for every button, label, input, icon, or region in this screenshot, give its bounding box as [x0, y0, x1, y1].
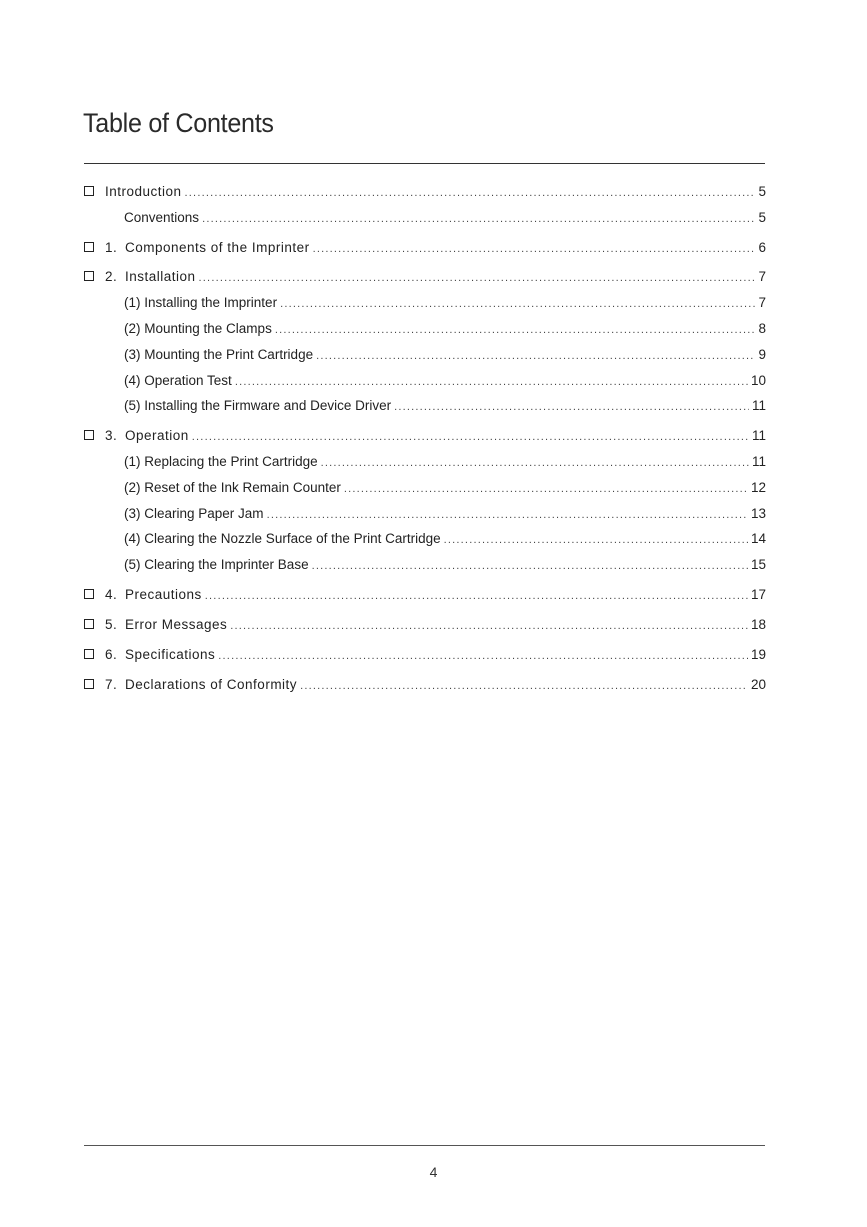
checkbox-bullet-icon — [84, 430, 94, 440]
toc-entry-reset-ink-counter[interactable] — [124, 478, 766, 498]
dot-leader — [344, 479, 748, 499]
title-divider — [84, 163, 765, 164]
toc-entry-number: 6. — [105, 647, 118, 662]
toc-entry-page: 11 — [751, 398, 766, 413]
toc-entry-page: 7 — [758, 295, 766, 310]
toc-entry-conventions[interactable] — [124, 208, 766, 228]
toc-entry-label: Error Messages — [125, 617, 228, 632]
toc-entry-label: Installation — [125, 269, 196, 284]
footer-divider — [84, 1145, 765, 1146]
toc-entry-operation[interactable] — [84, 426, 766, 446]
toc-entry-page: 17 — [750, 587, 766, 602]
toc-entry-page: 18 — [750, 617, 766, 632]
toc-entry-page: 5 — [758, 184, 766, 199]
toc-entry-precautions[interactable] — [84, 585, 766, 605]
toc-entry-specifications[interactable] — [84, 645, 766, 665]
dot-leader — [185, 183, 755, 203]
toc-entry-page: 9 — [758, 347, 766, 362]
dot-leader — [444, 530, 748, 550]
toc-entry-label: (5) Installing the Firmware and Device Driver — [124, 398, 392, 413]
toc-entry-page: 14 — [750, 531, 766, 546]
checkbox-bullet-icon — [84, 186, 94, 196]
toc-entry-clearing-paper-jam[interactable] — [124, 504, 766, 524]
toc-entry-installing-imprinter[interactable] — [124, 293, 766, 313]
toc-entry-mounting-print-cartridge[interactable] — [124, 345, 766, 365]
toc-entry-label: Introduction — [105, 184, 182, 199]
toc-entry-error-messages[interactable] — [84, 615, 766, 635]
page-title: Table of Contents — [83, 108, 274, 138]
toc-entry-declarations[interactable] — [84, 675, 766, 695]
checkbox-bullet-icon — [84, 271, 94, 281]
dot-leader — [312, 556, 748, 576]
toc-entry-label: Specifications — [125, 647, 216, 662]
dot-leader — [199, 268, 755, 288]
toc-entry-label: Conventions — [124, 210, 200, 225]
toc-entry-page: 11 — [751, 428, 766, 443]
toc-entry-page: 20 — [750, 677, 766, 692]
toc-entry-label: Operation — [125, 428, 189, 443]
toc-entry-page: 7 — [758, 269, 766, 284]
toc-entry-number: 1. — [105, 240, 118, 255]
dot-leader — [202, 209, 755, 229]
toc-entry-label: Declarations of Conformity — [125, 677, 298, 692]
toc-entry-label: (5) Clearing the Imprinter Base — [124, 557, 309, 572]
toc-entry-operation-test[interactable] — [124, 371, 766, 391]
toc-entry-label: (1) Replacing the Print Cartridge — [124, 454, 318, 469]
toc-entry-page: 10 — [750, 373, 766, 388]
checkbox-bullet-icon — [84, 619, 94, 629]
dot-leader — [275, 320, 755, 340]
toc-entry-installing-firmware[interactable] — [124, 396, 766, 416]
toc-entry-label: (3) Clearing Paper Jam — [124, 506, 264, 521]
toc-entry-number: 7. — [105, 677, 118, 692]
toc-entry-label: Components of the Imprinter — [125, 240, 310, 255]
toc-entry-label: Precautions — [125, 587, 202, 602]
toc-entry-page: 6 — [758, 240, 766, 255]
checkbox-bullet-icon — [84, 589, 94, 599]
toc-entry-page: 19 — [750, 647, 766, 662]
toc-entry-mounting-clamps[interactable] — [124, 319, 766, 339]
dot-leader — [192, 427, 749, 447]
dot-leader — [235, 372, 748, 392]
page-number: 4 — [429, 1164, 438, 1180]
toc-entry-number: 3. — [105, 428, 118, 443]
toc-entry-installation[interactable] — [84, 267, 766, 287]
checkbox-bullet-icon — [84, 649, 94, 659]
toc-entry-label: (4) Clearing the Nozzle Surface of the Print Cartridge — [124, 531, 441, 546]
dot-leader — [321, 453, 749, 473]
dot-leader — [205, 586, 748, 606]
toc-entry-introduction[interactable] — [84, 182, 766, 202]
dot-leader — [267, 505, 748, 525]
toc-entry-label: (1) Installing the Imprinter — [124, 295, 278, 310]
toc-entry-clearing-nozzle[interactable] — [124, 529, 766, 549]
checkbox-bullet-icon — [84, 242, 94, 252]
dot-leader — [313, 239, 755, 259]
toc-entry-components[interactable] — [84, 238, 766, 258]
dot-leader — [316, 346, 755, 366]
dot-leader — [300, 676, 748, 696]
toc-entry-label: (2) Mounting the Clamps — [124, 321, 272, 336]
toc-entry-page: 11 — [751, 454, 766, 469]
toc-entry-number: 4. — [105, 587, 118, 602]
toc-entry-page: 15 — [750, 557, 766, 572]
toc-entry-page: 5 — [758, 210, 766, 225]
dot-leader — [230, 616, 748, 636]
toc-entry-label: (3) Mounting the Print Cartridge — [124, 347, 314, 362]
dot-leader — [394, 397, 749, 417]
dot-leader — [280, 294, 755, 314]
toc-entry-number: 5. — [105, 617, 118, 632]
dot-leader — [218, 646, 748, 666]
toc-entry-page: 8 — [758, 321, 766, 336]
toc-entry-number: 2. — [105, 269, 118, 284]
toc-entry-page: 12 — [750, 480, 766, 495]
toc-entry-replacing-print-cartridge[interactable] — [124, 452, 766, 472]
toc-entry-clearing-base[interactable] — [124, 555, 766, 575]
toc-entry-page: 13 — [750, 506, 766, 521]
toc-entry-label: (2) Reset of the Ink Remain Counter — [124, 480, 341, 495]
toc-entry-label: (4) Operation Test — [124, 373, 232, 388]
checkbox-bullet-icon — [84, 679, 94, 689]
